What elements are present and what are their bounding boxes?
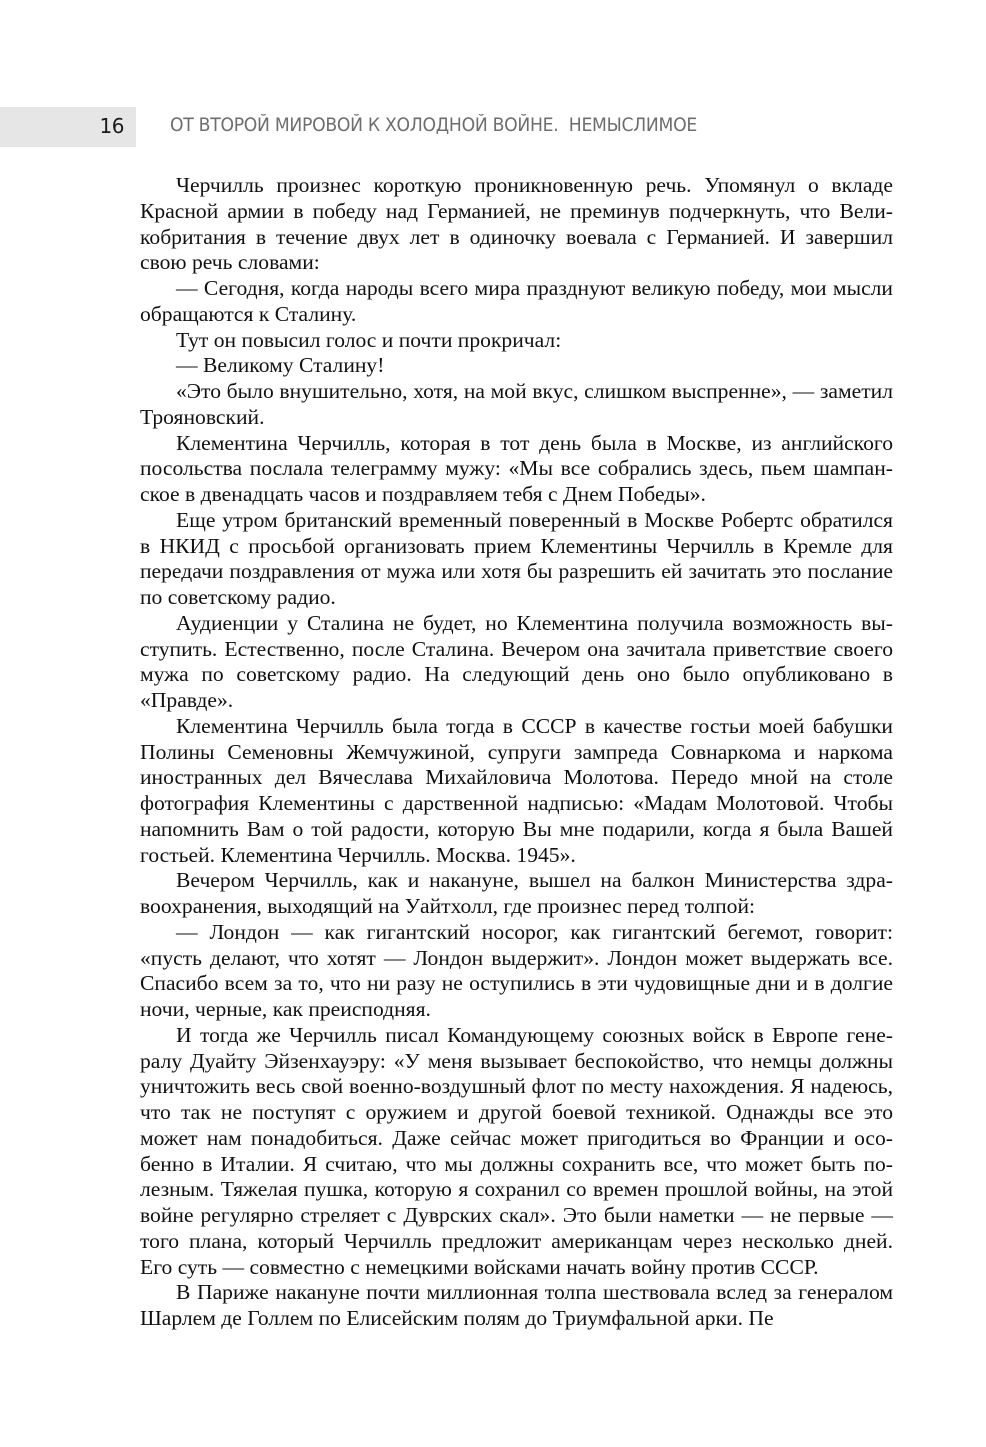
paragraph-dialog: — Лондон — как гигантский носорог, как гигантский бегемот, говорит: «пусть делают, что хотят — Лондон выдержит». Лондон может выдержать все. Спасибо всем за то, что ни разу не оступились в эти чудовищные дни и в долгие ночи, черные, как преисподняя. <box>140 919 893 1021</box>
paragraph: Тут он повысил голос и почти прокричал: <box>176 327 562 352</box>
paragraph: Клементина Черчилль, которая в тот день была в Москве, из английского посольства послала телеграмму мужу: «Мы все собрались здесь, пьем шампанское в двенадцать часов и поздравляем тебя с Днем Победы». <box>140 430 893 506</box>
paragraph: И тогда же Черчилль писал Командующему союзных войск в Европе генералу Дуайту Эйзенхауэру: «У меня вызывает беспокойство, что немцы должны уничтожить весь свой военно-воздушный флот по месту нахождения. Я надеюсь, что так не поступят с оружием и другой боевой техникой. Однажды все это может нам понадобиться. Даже сейчас может пригодиться во Франции и особенно в Италии. Я считаю, что мы должны сохранить все, что может быть полезным. Тяжелая пушка, которую я сохранил со времен прошлой войны, на этой войне регулярно стреляет с Дуврских скал». Это были наметки — не первые — того плана, который Черчилль предложит американцам через несколько дней. Его суть — совместно с немецкими войсками начать войну против СССР. <box>140 1022 893 1279</box>
page-number-box <box>0 107 136 147</box>
paragraph: Аудиенции у Сталина не будет, но Клементина получила возможность выступить. Естественно, после Сталина. Вечером она зачитала приветствие своего мужа по советскому радио. На следующий день оно было опубликовано в «Правде». <box>140 610 893 712</box>
paragraph-dialog: — Великому Сталину! <box>176 353 385 378</box>
running-head <box>0 107 986 147</box>
paragraph: «Это было внушительно, хотя, на мой вкус, слишком выспренне», — заметил Трояновский. <box>140 379 893 429</box>
paragraph: В Париже накануне почти миллионная толпа шествовала вслед за генералом Шарлем де Голлем по Елисейским полям до Триумфальной арки. Пе <box>140 1280 893 1330</box>
paragraph-dialog: — Сегодня, когда народы всего мира празднуют великую победу, мои мысли обращаются к Сталину. <box>140 276 893 326</box>
paragraph: Вечером Черчилль, как и накануне, вышел на балкон Министерства здравоохранения, выходящий на Уайтхолл, где произнес перед толпой: <box>140 868 893 918</box>
page-number: 16 <box>99 114 124 138</box>
paragraph: Еще утром британский временный поверенный в Москве Робертс обратился в НКИД с просьбой организовать прием Клементины Черчилль в Кремле для передачи поздравления от мужа или хотя бы разрешить ей зачитать это послание по советскому радио. <box>140 507 893 609</box>
body-text <box>140 173 893 1332</box>
running-head-title: ОТ ВТОРОЙ МИРОВОЙ К ХОЛОДНОЙ ВОЙНЕ. НЕМЫСЛИМОЕ <box>170 115 697 136</box>
paragraph: Клементина Черчилль была тогда в СССР в качестве гостьи моей бабушки Полины Семеновны Жемчужиной, супруги зампреда Совнаркома и наркома иностранных дел Вячеслава Михайловича Молотова. Передо мной на столе фотография Клементины с дарственной надписью: «Мадам Молотовой. Чтобы напомнить Вам о той радости, которую Вы мне подарили, когда я была Вашей гостьей. Клементина Черчилль. Москва. 1945». <box>140 713 893 867</box>
paragraph: Черчилль произнес короткую проникновенную речь. Упомянул о вкладе Красной армии в победу над Германией, не преминув подчеркнуть, что Великобритания в течение двух лет в одиночку воевала с Германией. И завершил свою речь словами: <box>140 173 893 275</box>
